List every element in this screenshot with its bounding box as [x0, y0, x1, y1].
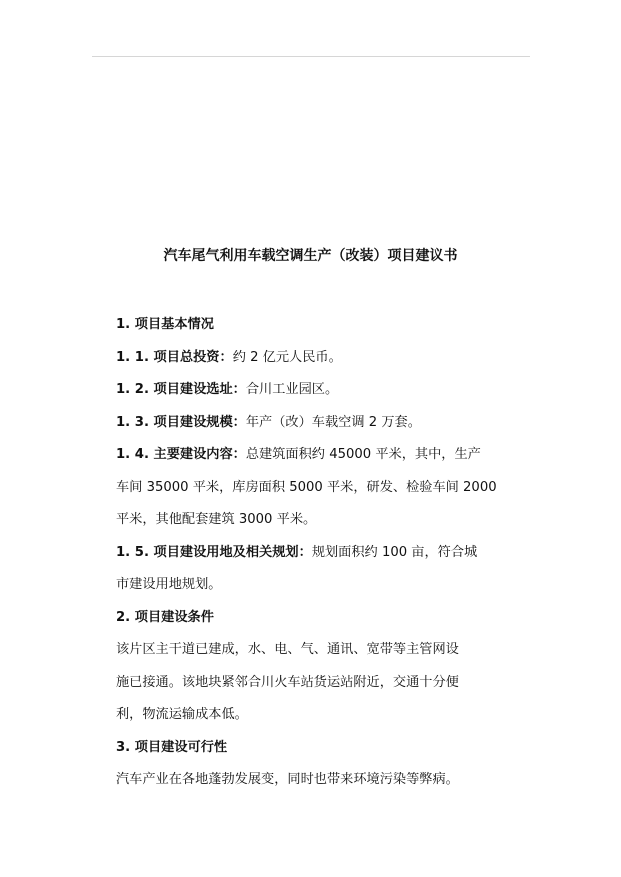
item-1-4-text-line-2: 车间 35000 平米，库房面积 5000 平米，研发、检验车间 2000 — [116, 479, 497, 495]
section-3-line-1: 汽车产业在各地蓬勃发展变，同时也带来环境污染等弊病。 — [116, 772, 459, 787]
item-1-2-text: 合川工业园区。 — [245, 382, 339, 397]
item-1-4 — [116, 444, 516, 477]
document-body — [116, 314, 516, 802]
item-1-1-label: 1. 1. 项目总投资： — [116, 349, 233, 365]
item-1-1-text: 约 2 亿元人民币。 — [232, 349, 342, 365]
item-1-3-text: 年产（改）车载空调 2 万套。 — [245, 414, 421, 430]
item-1-2-label: 1. 2. 项目建设选址： — [116, 382, 246, 397]
section-1-heading: 1. 项目基本情况 — [116, 317, 214, 332]
item-1-3 — [116, 412, 516, 445]
item-1-4-label: 1. 4. 主要建设内容： — [116, 447, 246, 462]
item-1-4-text-line-3: 平米，其他配套建筑 3000 平米。 — [116, 512, 317, 527]
item-1-1 — [116, 347, 516, 380]
item-1-5-label: 1. 5. 项目建设用地及相关规划： — [116, 544, 312, 560]
section-2-line-2: 施已接通。该地块紧邻合川火车站货运站附近，交通十分便 — [116, 674, 459, 690]
section-2-heading: 2. 项目建设条件 — [116, 609, 214, 625]
item-1-2 — [116, 379, 516, 412]
item-1-5 — [116, 542, 516, 575]
section-2-line-1: 该片区主干道已建成，水、电、气、通讯、宽带等主管网设 — [116, 642, 459, 657]
item-1-5-text-line-2: 市建设用地规划。 — [116, 577, 222, 592]
document-title: 汽车尾气利用车载空调生产（改装）项目建议书 — [163, 248, 458, 264]
item-1-5-text-line-1: 规划面积约 100 亩，符合城 — [311, 544, 478, 560]
item-1-4-text-line-1: 总建筑面积约 45000 平米，其中，生产 — [245, 447, 481, 462]
item-1-3-label: 1. 3. 项目建设规模： — [116, 414, 246, 430]
section-2-line-3: 利，物流运输成本低。 — [116, 707, 248, 722]
header-rule — [92, 56, 530, 57]
section-3-heading: 3. 项目建设可行性 — [116, 739, 228, 755]
